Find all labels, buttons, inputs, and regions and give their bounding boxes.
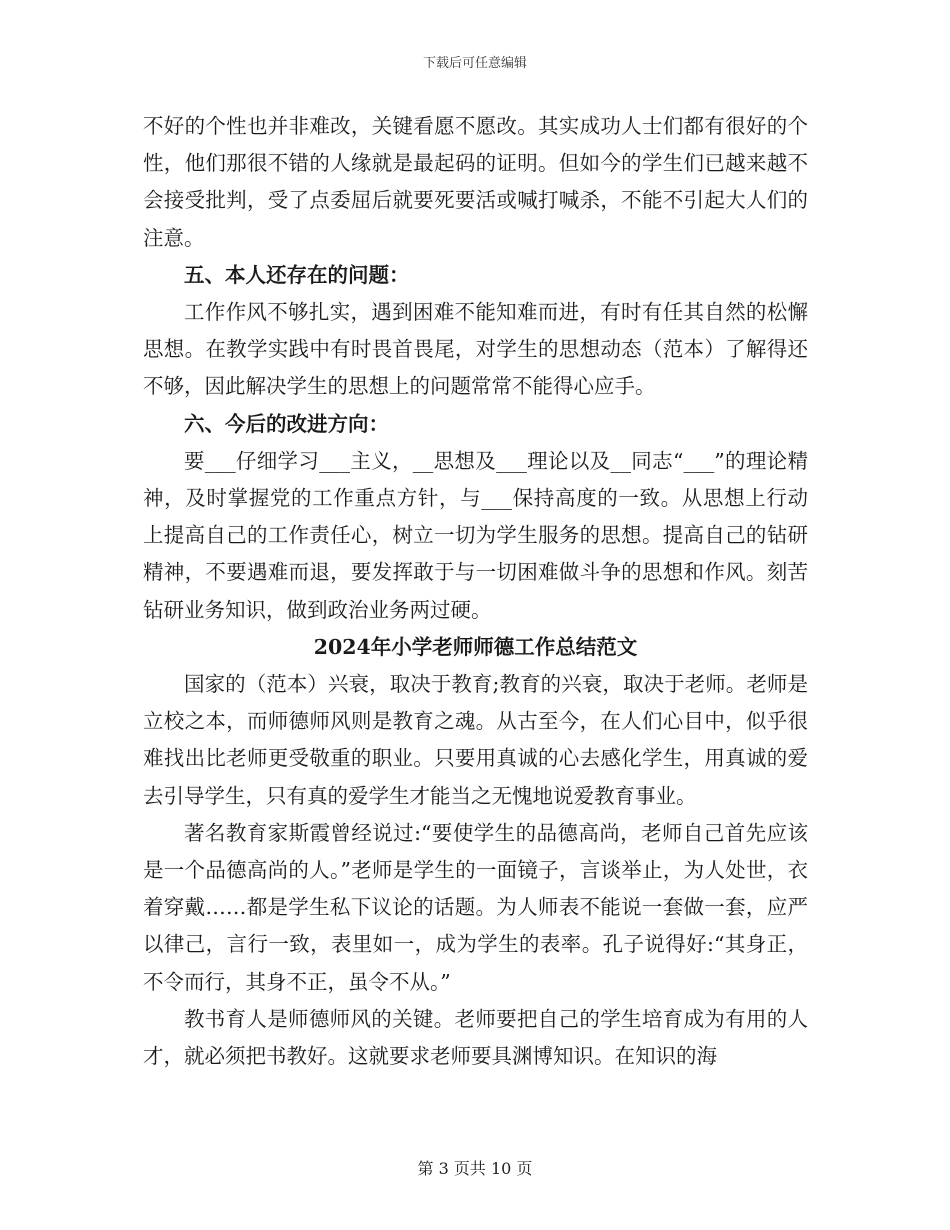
paragraph: 教书育人是师德师风的关键。老师要把自己的学生培育成为有用的人才，就必须把书教好。这就要求老师要具渊博知识。在知识的海 xyxy=(143,1006,808,1069)
section-heading: 五、本人还存在的问题： xyxy=(184,262,410,287)
paragraph: 不好的个性也并非难改，关键看愿不愿改。其实成功人士们都有很好的个性，他们那很不错的人缘就是最起码的证明。但如今的学生们已越来越不会接受批判，受了点委屈后就要死要活或喊打喊杀，不能不引起大人们的注意。 xyxy=(143,114,808,250)
page-header: 下载后可任意编辑 xyxy=(422,56,527,71)
paragraph: 著名教育家斯霞曾经说过:“要使学生的品德高尚，老师自己首先应该是一个品德高尚的人。”老师是学生的一面镜子，言谈举止，为人处世，衣着穿戴……都是学生私下议论的话题。为人师表不能说一套做一套，应严以律己，言行一致，表里如一，成为学生的表率。孔子说得好:“其身正，不令而行，其身不正，虽令不从。” xyxy=(143,820,808,994)
article-title: 2024年小学老师师德工作总结范文 xyxy=(313,634,638,659)
section-heading: 六、今后的改进方向： xyxy=(184,411,389,436)
page-footer: 第 3 页共 10 页 xyxy=(417,1159,533,1178)
paragraph: 要___仔细学习___主义，__思想及___理论以及__同志“___”的理论精神，及时掌握党的工作重点方针，与___保持高度的一致。从思想上行动上提高自己的工作责任心，树立一切为学生服务的思想。提高自己的钻研精神，不要遇难而退，要发挥敢于与一切困难做斗争的思想和作风。刻苦钻研业务知识，做到政治业务两过硬。 xyxy=(143,448,808,622)
paragraph: 工作作风不够扎实，遇到困难不能知难而进，有时有任其自然的松懈思想。在教学实践中有时畏首畏尾，对学生的思想动态（范本）了解得还不够，因此解决学生的思想上的问题常常不能得心应手。 xyxy=(143,300,808,399)
document-body xyxy=(143,108,808,1075)
paragraph: 国家的（范本）兴衰，取决于教育;教育的兴衰，取决于老师。老师是立校之本，而师德师风则是教育之魂。从古至今，在人们心目中，似乎很难找出比老师更受敬重的职业。只要用真诚的心去感化学生，用真诚的爱去引导学生，只有真的爱学生才能当之无愧地说爱教育事业。 xyxy=(143,672,808,808)
